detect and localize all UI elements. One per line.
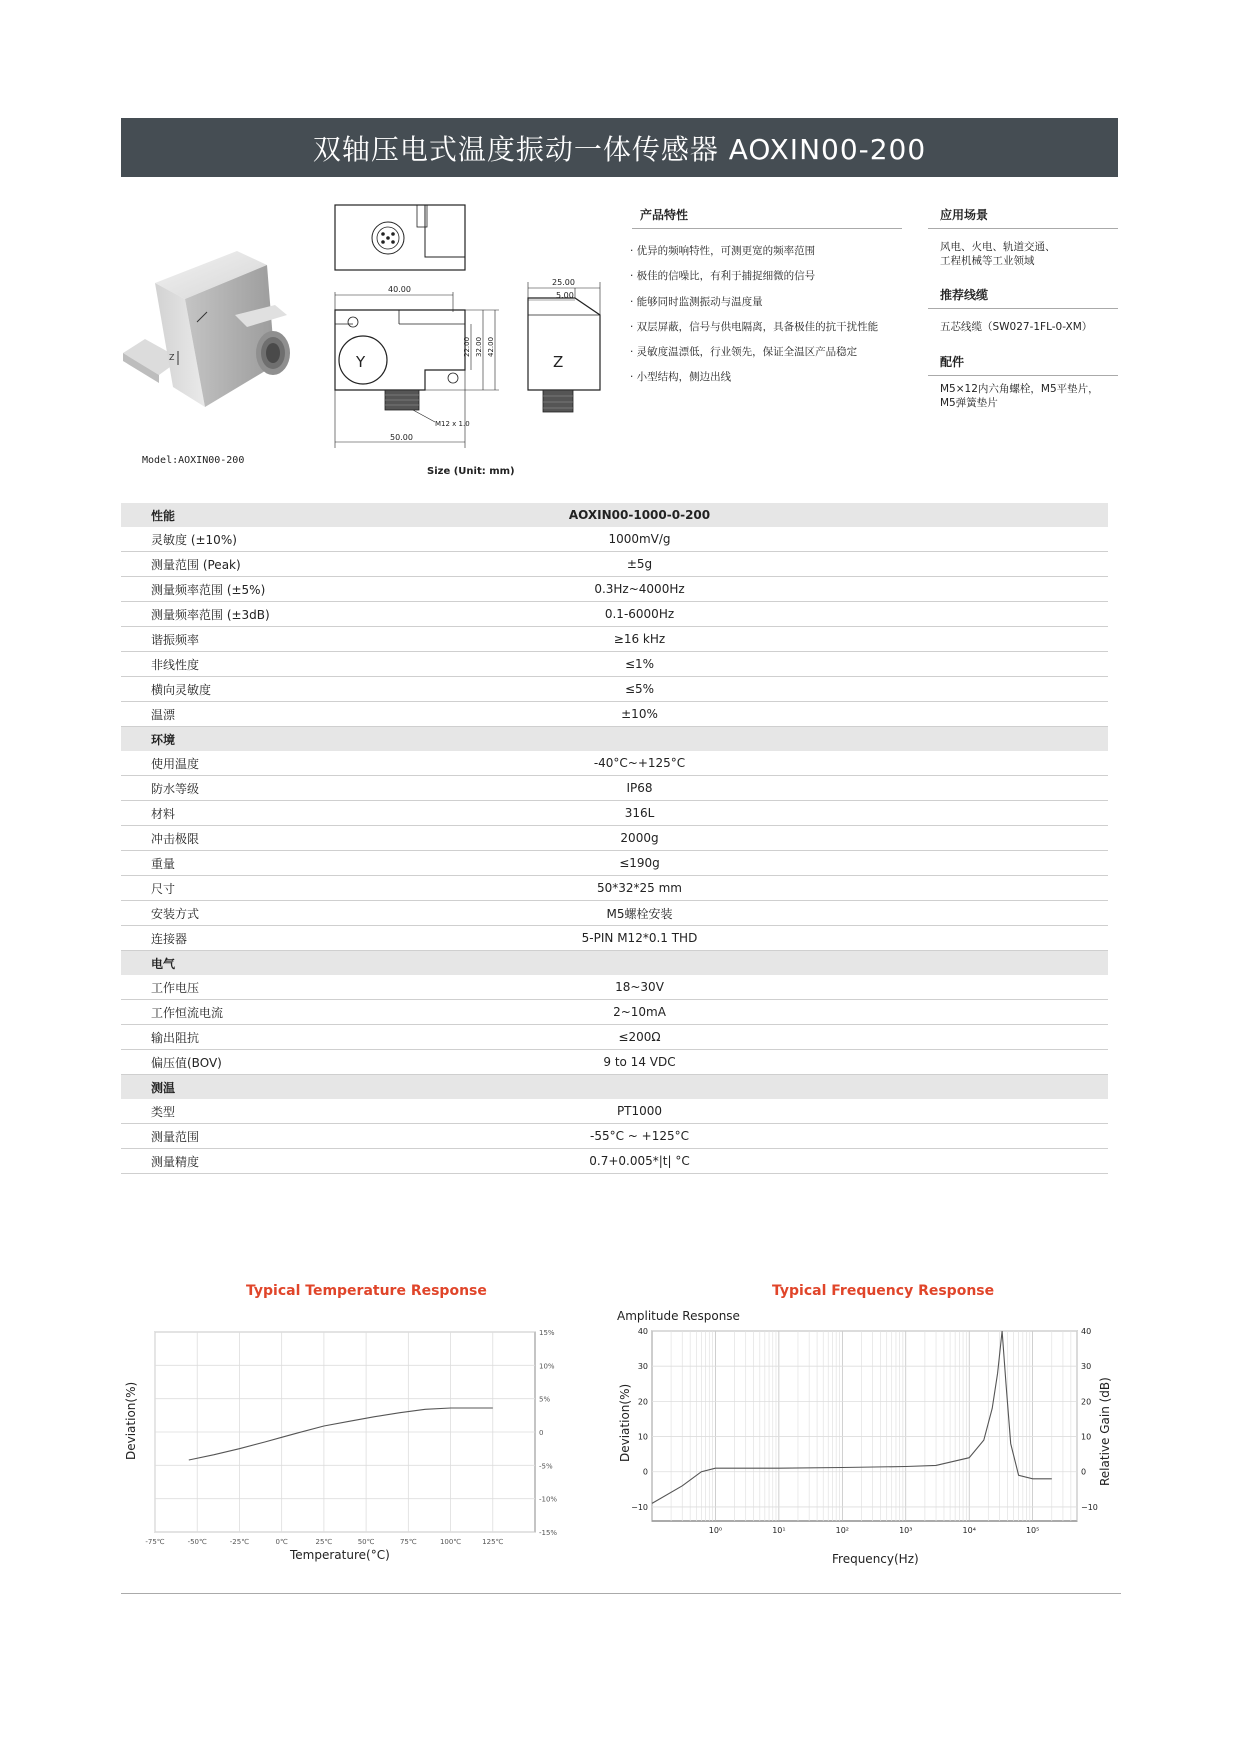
spec-value: 5-PIN M12*0.1 THD [421,926,1108,951]
spec-label: 连接器 [121,926,421,951]
product-image [115,235,305,420]
table-row [121,552,1108,577]
spec-section-title: 测温 [121,1075,421,1100]
table-row [121,975,1108,1000]
temp-chart-xlabel: Temperature(°C) [290,1548,390,1562]
spec-section-blank [421,951,1108,976]
table-row [121,751,1108,776]
table-row [121,776,1108,801]
temperature-response-chart [140,1320,560,1552]
freq-chart-subtitle: Amplitude Response [617,1309,740,1323]
spec-label: 工作电压 [121,975,421,1000]
spec-label: 横向灵敏度 [121,677,421,702]
dim-side-1: 25.00 [552,278,575,287]
spec-table [121,503,1108,1174]
dim-width-top: 40.00 [388,285,411,294]
spec-label: 安装方式 [121,901,421,926]
feature-item: · 灵敏度温漂低，行业领先，保证全温区产品稳定 [630,346,858,358]
temp-chart-title: Typical Temperature Response [246,1283,487,1299]
temp-chart-ylabel: Deviation(%) [124,1381,138,1460]
accessories-text-line: M5×12内六角螺栓，M5平垫片， [940,383,1099,395]
y-tick-label: 5% [539,1395,551,1404]
spec-label: 类型 [121,1099,421,1124]
spec-value: ≤1% [421,652,1108,677]
features-divider [632,228,902,229]
x-tick-label: -25℃ [229,1538,250,1546]
x-tick-label: 10³ [899,1526,913,1535]
drawing-label-y: Y [356,353,366,371]
table-row [121,602,1108,627]
spec-label: 冲击极限 [121,826,421,851]
spec-value: 1000mV/g [421,527,1108,552]
spec-label: 尺寸 [121,876,421,901]
x-tick-label: 10¹ [772,1526,786,1535]
table-row [121,876,1108,901]
table-row [121,1099,1108,1124]
size-label: Size (Unit: mm) [427,466,515,477]
spec-label: 测量精度 [121,1149,421,1174]
frequency-response-chart [630,1325,1100,1550]
spec-section-blank [421,727,1108,752]
accessories-text [940,382,1099,410]
x-tick-label: 10⁵ [1025,1526,1040,1535]
x-tick-label: 100℃ [439,1538,462,1546]
table-row [121,801,1108,826]
x-tick-label: 10⁰ [708,1526,723,1535]
spec-section-title: 电气 [121,951,421,976]
spec-value: 0.3Hz~4000Hz [421,577,1108,602]
application-divider [928,228,1118,229]
table-row [121,677,1108,702]
y-tick-label: 10 [637,1432,648,1442]
spec-section-row [121,503,1108,527]
spec-value: PT1000 [421,1099,1108,1124]
spec-section-row [121,727,1108,752]
spec-section-row [121,951,1108,976]
spec-label: 非线性度 [121,652,421,677]
table-row [121,826,1108,851]
y-tick-label: 30 [637,1362,648,1372]
spec-label: 材料 [121,801,421,826]
table-row [121,1000,1108,1025]
spec-value: 18~30V [421,975,1108,1000]
spec-section-blank [421,1075,1108,1100]
table-row [121,1050,1108,1075]
spec-label: 测量范围 (Peak) [121,552,421,577]
frequency-series-line [652,1331,1052,1503]
dim-h2: 32.00 [475,336,483,357]
y-tick-label: 0 [539,1429,544,1437]
x-tick-label: 50℃ [357,1538,375,1546]
spec-value: M5螺栓安装 [421,901,1108,926]
spec-value: 2~10mA [421,1000,1108,1025]
spec-model: AOXIN00-1000-0-200 [421,503,1108,527]
spec-value: 2000g [421,826,1108,851]
spec-value: -40°C~+125°C [421,751,1108,776]
y-tick-label: 40 [637,1327,648,1336]
y-tick-label-right: 40 [1081,1327,1092,1336]
application-text [940,240,1056,268]
feature-item: · 双层屏蔽，信号与供电隔离，具备极佳的抗干扰性能 [630,321,879,333]
freq-chart-ylabel-right: Relative Gain (dB) [1098,1377,1112,1486]
spec-label: 使用温度 [121,751,421,776]
model-label: Model:AOXIN00-200 [142,455,245,466]
feature-item: · 小型结构，侧边出线 [630,371,732,383]
y-tick-label: −10 [631,1502,648,1512]
application-heading: 应用场景 [940,208,989,222]
application-text-line: 工程机械等工业领域 [940,255,1035,267]
freq-chart-ylabel: Deviation(%) [618,1383,632,1462]
cable-divider [928,308,1118,309]
x-tick-label: -75℃ [145,1538,165,1546]
dim-width-bottom: 50.00 [390,433,413,442]
table-row [121,702,1108,727]
table-row [121,1025,1108,1050]
spec-value: 0.7+0.005*|t| °C [421,1149,1108,1174]
spec-section-row [121,1075,1108,1100]
spec-value: 9 to 14 VDC [421,1050,1108,1075]
table-row [121,627,1108,652]
dim-side-2: 5.00 [556,291,574,300]
table-row [121,1124,1108,1149]
table-row [121,652,1108,677]
spec-value: ±10% [421,702,1108,727]
features-heading: 产品特性 [640,208,689,222]
spec-value: ≥16 kHz [421,627,1108,652]
table-row [121,1149,1108,1174]
spec-value: 50*32*25 mm [421,876,1108,901]
spec-value: IP68 [421,776,1108,801]
spec-label: 防水等级 [121,776,421,801]
y-tick-label: -10% [539,1495,558,1504]
y-tick-label: 10% [539,1362,555,1371]
y-tick-label: 15% [539,1329,555,1337]
spec-value: ±5g [421,552,1108,577]
freq-chart-xlabel: Frequency(Hz) [832,1552,919,1566]
connector-label: M12 x 1.0 [435,420,470,428]
svg-text:Z: Z [169,353,175,362]
accessories-heading: 配件 [940,355,965,369]
accessories-divider [928,375,1118,376]
spec-value: -55°C ~ +125°C [421,1124,1108,1149]
spec-section-title: 环境 [121,727,421,752]
table-row [121,926,1108,951]
y-tick-label: -15% [539,1529,558,1537]
freq-chart-title: Typical Frequency Response [772,1283,995,1299]
y-tick-label: -5% [539,1462,553,1471]
spec-label: 灵敏度 (±10%) [121,527,421,552]
x-tick-label: 75℃ [399,1538,417,1546]
spec-section-title: 性能 [121,503,421,527]
feature-item: · 优异的频响特性，可测更宽的频率范围 [630,245,816,257]
dimension-drawing [325,200,615,460]
table-row [121,577,1108,602]
table-row [121,527,1108,552]
x-tick-label: 125℃ [482,1538,504,1546]
page-title: 双轴压电式温度振动一体传感器 AOXIN00-200 [121,118,1118,177]
temperature-series-line [189,1408,493,1460]
accessories-text-line: M5弹簧垫片 [940,397,998,409]
y-tick-label-right: 20 [1081,1397,1092,1407]
y-tick-label-right: 10 [1081,1432,1092,1442]
x-tick-label: 10² [835,1526,850,1535]
table-row [121,851,1108,876]
cable-heading: 推荐线缆 [940,288,989,302]
y-tick-label-right: −10 [1081,1502,1098,1512]
spec-label: 测量频率范围 (±3dB) [121,602,421,627]
spec-value: 0.1-6000Hz [421,602,1108,627]
feature-item: · 极佳的信噪比，有利于捕捉细微的信号 [630,270,816,282]
dim-h3: 42.00 [487,336,495,357]
cable-text: 五芯线缆（SW027-1FL-0-XM） [940,321,1093,333]
spec-label: 谐振频率 [121,627,421,652]
spec-label: 工作恒流电流 [121,1000,421,1025]
footer-divider [121,1593,1121,1594]
x-tick-label: -50℃ [187,1538,207,1546]
spec-value: ≤200Ω [421,1025,1108,1050]
spec-value: 316L [421,801,1108,826]
spec-label: 测量范围 [121,1124,421,1149]
x-tick-label: 10⁴ [962,1526,976,1535]
spec-value: ≤190g [421,851,1108,876]
drawing-label-z: Z [553,353,564,371]
spec-label: 偏压值(BOV) [121,1050,421,1075]
table-row [121,901,1108,926]
spec-label: 重量 [121,851,421,876]
x-tick-label: 25℃ [315,1538,333,1546]
y-tick-label-right: 0 [1081,1467,1087,1477]
y-tick-label: 20 [637,1397,648,1407]
y-tick-label: 0 [642,1467,648,1477]
x-tick-label: 0℃ [275,1538,288,1546]
y-tick-label-right: 30 [1081,1362,1092,1372]
spec-value: ≤5% [421,677,1108,702]
spec-label: 温漂 [121,702,421,727]
application-text-line: 风电、火电、轨道交通、 [940,241,1056,253]
dim-h1: 22.00 [463,336,471,357]
feature-item: · 能够同时监测振动与温度量 [630,296,763,308]
spec-label: 测量频率范围 (±5%) [121,577,421,602]
spec-label: 输出阻抗 [121,1025,421,1050]
